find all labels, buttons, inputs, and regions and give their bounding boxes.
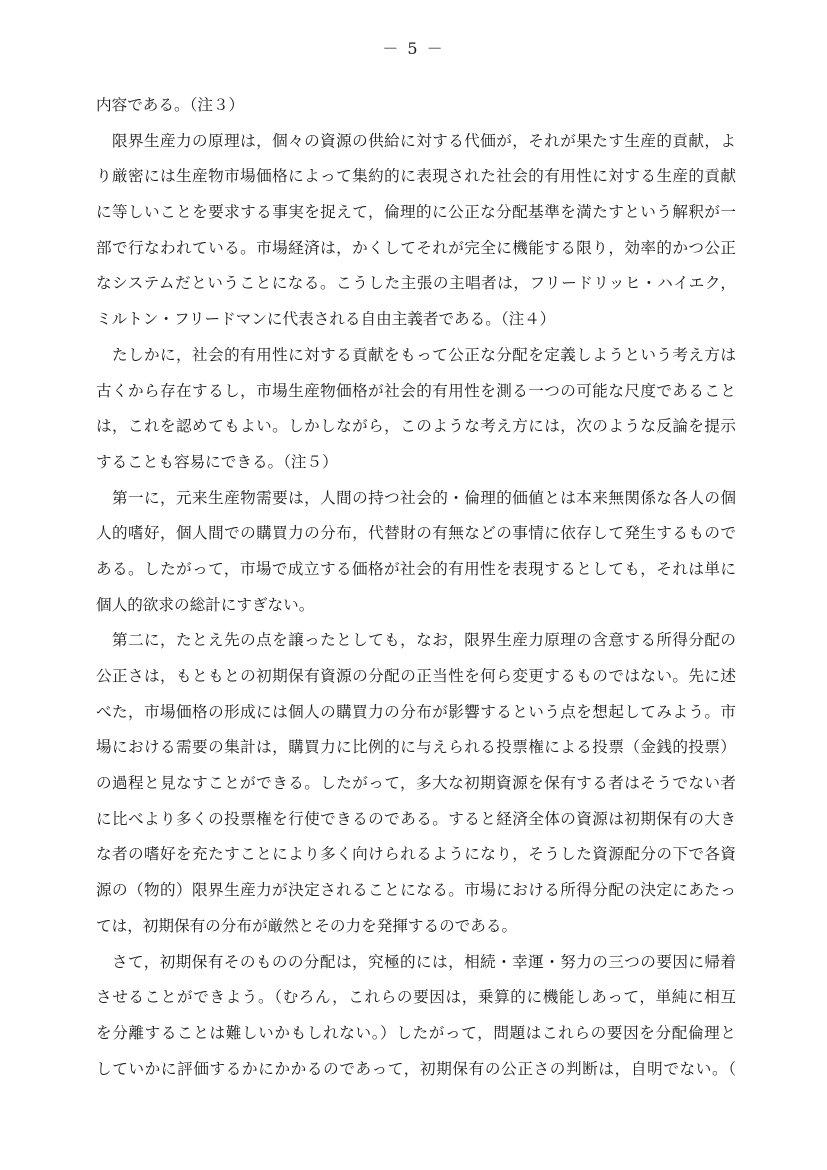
- text-line: 第一に，元来生産物需要は，人間の持つ社会的・倫理的価値とは本来無関係な各人の個: [112, 488, 736, 507]
- text-line: 部で行なわれている。市場経済は，かくしてそれが完全に機能する限り，効率的かつ公正: [96, 238, 736, 257]
- text-line: に比べより多くの投票権を行使できるのである。すると経済全体の資源は初期保有の大き: [96, 809, 736, 828]
- text-line: ある。したがって，市場で成立する価格が社会的有用性を表現するとしても，それは単に: [96, 559, 736, 578]
- text-line: ては，初期保有の分布が厳然とその力を発揮するのである。: [96, 916, 518, 935]
- text-line: することも容易にできる。（注５）: [96, 452, 338, 471]
- text-line: 古くから存在するし，市場生産物価格が社会的有用性を測る一つの可能な尺度であること: [96, 381, 736, 400]
- text-line: していかに評価するかにかかるのであって，初期保有の公正さの判断は，自明でない。（: [96, 1059, 736, 1078]
- text-line: に等しいことを要求する事実を捉えて，倫理的に公正な分配基準を満たすという解釈が一: [96, 203, 736, 222]
- text-line: 個人的欲求の総計にすぎない。: [96, 595, 315, 614]
- text-line: べた，市場価格の形成には個人の購買力の分布が影響するという点を想起してみよう。市: [96, 702, 736, 721]
- text-line: 限界生産力の原理は，個々の資源の供給に対する代価が，それが果たす生産的貢献，よ: [112, 131, 736, 150]
- text-line: の過程と見なすことができる。したがって，多大な初期資源を保有する者はそうでない者: [96, 774, 736, 793]
- text-line: さて，初期保有そのものの分配は，究極的には，相続・幸運・努力の三つの要因に帰着: [112, 952, 736, 971]
- text-line: 人的嗜好，個人間での購買力の分布，代替財の有無などの事情に依存して発生するもので: [96, 524, 736, 543]
- text-line: を分離することは難しいかもしれない。）したがって，問題はこれらの要因を分配倫理と: [96, 1023, 736, 1042]
- text-line: 公正さは，もともとの初期保有資源の分配の正当性を何ら変更するものではない。先に述: [96, 667, 736, 685]
- text-line: 第二に，たとえ先の点を譲ったとしても，なお，限界生産力原理の含意する所得分配の: [112, 631, 736, 650]
- text-line: な者の嗜好を充たすことにより多く向けられるようになり，そうした資源配分の下で各資: [96, 845, 736, 864]
- text-line: り厳密には生産物市場価格によって集約的に表現された社会的有用性に対する生産的貢献: [96, 167, 736, 186]
- text-line: させることができよう。（むろん，これらの要因は，乗算的に機能しあって，単純に相互: [96, 988, 736, 1007]
- text-line: なシステムだということになる。こうした主張の主唱者は，フリードリッヒ・ハイエク，: [96, 274, 736, 293]
- text-line: 源の（物的）限界生産力が決定されることになる。市場における所得分配の決定にあたっ: [96, 881, 736, 900]
- text-line: は，これを認めてもよい。しかしながら，このような考え方には，次のような反論を提示: [96, 417, 736, 436]
- text-line: たしかに，社会的有用性に対する貢献をもって公正な分配を定義しようという考え方は: [112, 345, 736, 364]
- text-line: ミルトン・フリードマンに代表される自由主義者である。（注４）: [96, 310, 556, 329]
- body-text: [96, 88, 736, 1087]
- text-line: 場における需要の集計は，購買力に比例的に与えられる投票権による投票（金銭的投票）: [96, 738, 736, 757]
- text-line: 内容である。（注３）: [96, 96, 245, 114]
- page-number: － 5 －: [382, 39, 445, 58]
